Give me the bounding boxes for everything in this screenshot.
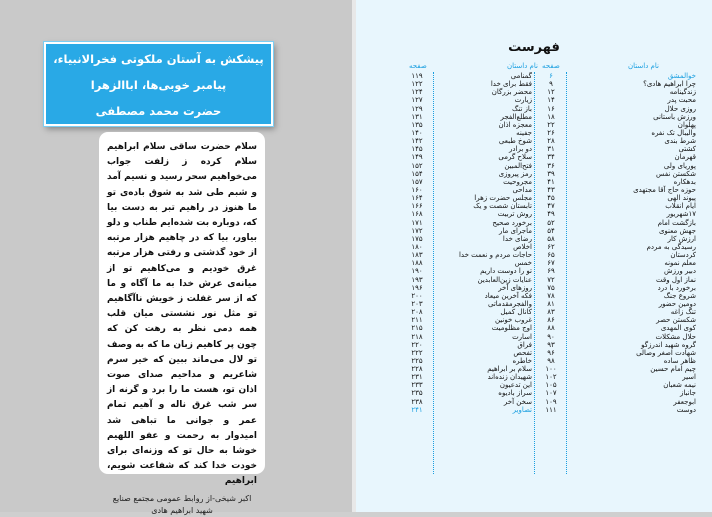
toc-entry-page: ۱۲۲ [411,80,423,89]
toc-entry-title: حاجات مردم و نعمت خدا [458,251,532,260]
toc-entry-page: ۲۰۳ [411,299,423,308]
toc-entry-title: ۱۷شهریور [666,210,696,219]
toc-entry-title: شکستن نفس [655,169,696,178]
toc-entry-title: مطلع‌الفجر [500,112,532,121]
toc-entry-page: ۱۰۰ [545,365,557,374]
toc-entry-title: برخورد با درد [657,283,696,292]
toc-entry-title: ایام انقلاب [665,202,696,211]
toc-entry-title: شکستن حصر [656,316,696,325]
toc-entry-page: ۴۳ [547,185,555,194]
toc-entry-page: ۲۲۵ [411,356,423,365]
left-page [0,0,352,515]
toc-entry-page: ۱۹۰ [411,267,423,276]
toc-entry-page: ۳۶ [547,161,555,170]
poem-credit-2: شهید ابراهیم هادی [151,505,213,515]
toc-entry-title: جفینه [516,128,532,137]
toc-entry-page: ۹۶ [547,348,555,357]
toc-entry-page: ۱۹۳ [411,275,423,284]
toc-entry-title: حوزه حاج آقا مجتهدی [633,185,696,194]
toc-entry-title: کشتی [678,145,696,154]
toc-entry-page: ۴۹ [547,210,555,219]
toc-entry-title: تو را دوست داریم [480,267,532,276]
toc-entry-title: خمس [514,259,532,268]
toc-entry-title: سلاح گرمی [498,153,532,162]
toc-entry-page: ۱۲۷ [411,96,423,105]
toc-entry-title: نماز اول وقت [656,275,696,284]
toc-entry-page: ۴۵ [547,194,555,203]
toc-entry-page: ۱۴ [547,96,555,105]
toc-entry-page: ۱۰۷ [545,389,557,398]
toc-entry-page: ۱۱۱ [545,405,557,414]
toc-entry-title: زیارت [514,96,532,105]
toc-entry-title: حلال مشکلات [655,332,696,341]
toc-entry-page: ۱۶۰ [411,185,423,194]
toc-entry-title: والیبال تک نفره [651,128,696,137]
toc-entry-page: ۲۸ [547,137,555,146]
toc-entry-title: رمز پیروزی [498,169,532,178]
toc-entry-title: دوست [676,405,696,414]
toc-entry-page: ۲۲۲ [411,348,423,357]
toc-entry-page: ۱۸۰ [411,242,423,251]
toc-entry-page: ۹۸ [547,356,555,365]
toc-entry-title: شوخ طبعی [498,137,532,146]
toc-entry-page: ۲۴۱ [411,405,423,414]
toc-entry-title: فقط برای خدا [490,80,532,89]
toc-entry-page: ۱۸۳ [411,251,423,260]
toc-entry-page: ۱۱۹ [411,72,423,80]
toc-entry-title: خوالمشق [667,72,696,80]
toc-entry-page: ۸۶ [547,316,555,325]
toc-entry-page: ۱۴۰ [411,128,423,137]
toc-entry-page: ۲۱۸ [411,332,423,341]
toc-entry-page: ۱۶ [547,104,555,113]
col2-page-separator [433,72,434,474]
toc-entry-title: فکه آخرین میعاد [484,291,532,300]
toc-entry-title: روش تربیت [497,210,532,219]
toc-entry-title: فتح‌المبین [504,161,532,170]
col2-page-header: صفحه [409,62,427,70]
toc-entry-title: محضر بزرگان [491,88,532,97]
poem-credit-1: اکبر شیخی-از روابط عمومی مجتمع صنایع [112,493,252,503]
toc-entry-page: ۱۷۲ [411,226,423,235]
toc-entry-page: ۳۱ [547,145,555,154]
toc-entry-title: تفحص [513,348,532,357]
toc-entry-page: ۹۰ [547,332,555,341]
toc-entry-title: محبت پدر [667,96,696,105]
toc-entry-page: ۸۳ [547,308,555,317]
toc-entry-title: عنایات زین‌العابدین [477,275,532,284]
col1-page-header: صفحه [542,62,560,70]
toc-entry-page: ۱۴۵ [411,145,423,154]
toc-entry-page: ۱۹۶ [411,283,423,292]
toc-entry-title: غروب خونین [494,316,532,325]
toc-entry-title: گمنامی [510,72,532,80]
toc-entry-title: قهرمان [674,153,696,162]
poem-box [99,132,265,515]
toc-entry-title: ظاهر ساده [663,356,696,365]
toc-entry-page: ۶۵ [547,251,555,260]
toc-col1-pages [538,72,564,414]
toc-entry-title: شهادت اصغر وصالی [636,348,696,357]
toc-entry-title: معلم نمونه [664,259,696,268]
toc-entry-title: سراز بادیوه [498,389,532,398]
dedication-line-2: پیامبر خوبی‌ها، اباالزهرا [90,78,227,92]
toc-entry-page: ۷۵ [547,283,555,292]
toc-entry-title: روزی حلال [664,104,696,113]
toc-entry-page: ۳۴ [547,153,555,162]
toc-entry-page: ۱۲۴ [411,88,423,97]
toc-entry-title: پیوند الهی [667,194,696,203]
toc-entry-page: ۲۰۸ [411,308,423,317]
toc-col2-pages [403,72,431,414]
toc-entry-page: ۱۳۵ [411,120,423,129]
toc-entry-title: تنگ زاغه [670,308,696,317]
toc-entry-title: روزهای آخر [498,283,532,292]
toc-entry-page: ۱۸۸ [411,259,423,268]
toc-entry-title: تصاویر [512,405,532,414]
toc-entry-title: ورزش باستانی [653,112,696,121]
toc-entry-page: ۵۴ [547,226,555,235]
toc-entry-page: ۱۶۴ [411,194,423,203]
toc-entry-page: ۲۱۱ [411,316,423,325]
toc-entry-title: تابستان شصت و یک [473,202,532,211]
toc-col1-names [572,72,696,414]
toc-entry-title: چیم امام حسین [650,365,696,374]
toc-entry-page: ۵۲ [547,218,555,227]
toc-entry-page: ۱۴۹ [411,153,423,162]
toc-entry-title: کردستان [670,251,696,260]
poem-text: سلام حضرت ساقی سلام ابراهیم سلام کرده ز زلفت جواب می‌خواهیم سحر رسید و نسیم آمد و شبم طی شد به شوق باده‌ی تو ما هنوز در راهیم تبر به دست بیا که، دوباره بت شده‌ایم طناب و دلو بیاور، بیا که در چاهیم هزار مرتبه از خود گذشتی و رفتی هزار مرتبه غرق خودیم و می‌کاهیم تو از میانه‌ی عرش خدا به ما آگاه و ما که از سر غفلت ز خویش ناآگاهیم تو مثل نور نشستی میان قلب همه دمی نظر به رهت کن که چون پر کاهیم زبان ما که به وصف تو لال می‌ماند ببین که خیر سرم شاعریم و مداحیم صدای صوت اذان تو، هست ما را برد و گرنه از سر شب غرق ناله و آهیم تمام عمر و جوانی ما تباهی شد امیدوار به رحمت و عفو اللهیم خوشا به حال تو که وزنه‌ای برای خودت خدا کند که شفاعت شویم، ابراهیم [107,142,257,487]
toc-entry-page: ۱۲ [547,88,555,97]
toc-entry-page: ۶ [549,72,553,80]
toc-entry-page: ۲۳۵ [411,389,423,398]
toc-entry-page: ۲۲۰ [411,340,423,349]
toc-entry-title: شهیدان زنده‌اند [487,373,532,382]
toc-entry-page: ۶۹ [547,267,555,276]
toc-entry-title: این تدعیون [499,381,532,390]
toc-entry-title: برخورد صحیح [492,218,532,227]
dedication-line-1: پیشکش به آستان ملکوتی فخرالانبیاء، [53,52,264,66]
toc-entry-page: ۱۰۹ [545,397,557,406]
toc-entry-page: ۱۶۶ [411,202,423,211]
toc-entry-page: ۲۲۸ [411,365,423,374]
toc-entry-page: ۵۸ [547,234,555,243]
toc-entry-title: رسیدگی به مردم [646,242,696,251]
toc-entry-page: ۷۲ [547,275,555,284]
toc-entry-title: اسارت [512,332,532,341]
toc-entry-title: خاطره [512,356,532,365]
toc-entry-title: زندگینامه [669,88,696,97]
toc-entry-title: شرط بندی [664,137,696,146]
toc-entry-page: ۴۱ [547,177,555,186]
toc-entry-title: بدهکاره [673,177,696,186]
col1-page-separator [534,72,535,474]
toc-entry-page: ۱۰۲ [545,373,557,382]
toc-entry-title: اخلاص [513,242,532,251]
toc-entry-title: شروع جنگ [663,291,696,300]
toc-entry-page: ۶۲ [547,242,555,251]
toc-entry-title: معجزه اذان [498,120,532,129]
toc-entry-page: ۱۷۱ [411,218,423,227]
toc-entry-page: ۱۴۲ [411,137,423,146]
toc-entry-page: ۲۳۳ [411,381,423,390]
toc-entry-title: باز تنگ [511,104,532,113]
dedication-line-3: حضرت محمد مصطفی [95,104,222,118]
toc-entry-page: ۱۵۷ [411,177,423,186]
toc-entry-title: جهش معنوی [658,226,696,235]
toc-entry-page: ۱۸ [547,112,555,121]
toc-entry-page: ۷۸ [547,291,555,300]
toc-entry-page: ۹ [549,80,553,89]
toc-entry-title: ماجرای مار [499,226,532,235]
toc-entry-page: ۱۵۴ [411,169,423,178]
toc-entry-title: کوی المهدی [660,324,696,333]
toc-entry-page: ۱۷۵ [411,234,423,243]
toc-entry-page: ۴۷ [547,202,555,211]
toc-entry-title: جانباز [679,389,696,398]
toc-entry-title: دومین حضور [658,299,696,308]
toc-entry-title: کانال کمیل [500,308,532,317]
toc-entry-title: دو برادر [509,145,532,154]
toc-entry-title: مداحی [512,185,532,194]
toc-entry-page: ۱۶۸ [411,210,423,219]
toc-entry-page: ۸۱ [547,299,555,308]
col1-name-header: نام داستان [628,62,659,70]
toc-entry-page: ۲۲ [547,120,555,129]
toc-entry-page: ۲۶ [547,128,555,137]
toc-entry-title: دبیر ورزش [664,267,696,276]
col1-name-separator [566,72,567,474]
toc-entry-page: ۲۳۸ [411,397,423,406]
toc-entry-title: بازگشت امام [657,218,696,227]
toc-entry-page: ۲۱۵ [411,324,423,333]
dedication-banner [44,42,273,126]
toc-entry-page: ۱۲۹ [411,104,423,113]
toc-entry-title: پوریای ولی [663,161,696,170]
toc-entry-page: ۶۷ [547,259,555,268]
toc-entry-page: ۱۰۵ [545,381,557,390]
toc-entry-page: ۱۵۲ [411,161,423,170]
toc-entry-title: رضای خدا [502,234,532,243]
toc-entry-page: ۲۳۱ [411,373,423,382]
toc-entry-title: ارزش کار [667,234,696,243]
toc-entry-page: ۱۳۱ [411,112,423,121]
toc-entry-page: ۸۸ [547,324,555,333]
toc-entry-title: سخن آخر [503,397,532,406]
toc-entry-title: اسیر [682,373,696,382]
toc-col2-names [439,72,532,414]
toc-entry-title: ابوجعفر [673,397,696,406]
toc-entry-page: ۲۰۰ [411,291,423,300]
toc-entry-title: فراق [517,340,532,349]
toc-entry-title: مجروحیت [503,177,532,186]
toc-entry-title: مجلس حضرت زهرا [474,194,532,203]
toc-entry-title: پهلوان [677,120,696,129]
toc-entry-page: ۹۳ [547,340,555,349]
toc-entry-title: اوج مظلومیت [491,324,532,333]
toc-entry-title: سلام بر ابراهیم [487,365,532,374]
toc-entry-title: والفجرمقدماتی [487,299,532,308]
toc-entry-title: نیمه شعبان [663,381,696,390]
toc-title: فهرست [508,40,560,55]
toc-entry-page: ۳۹ [547,169,555,178]
col2-name-header: نام داستان [507,62,538,70]
toc-entry-title: چرا ابراهیم هادی؟ [643,80,696,89]
toc-entry-title: گروه شهید اندرزگو [641,340,696,349]
